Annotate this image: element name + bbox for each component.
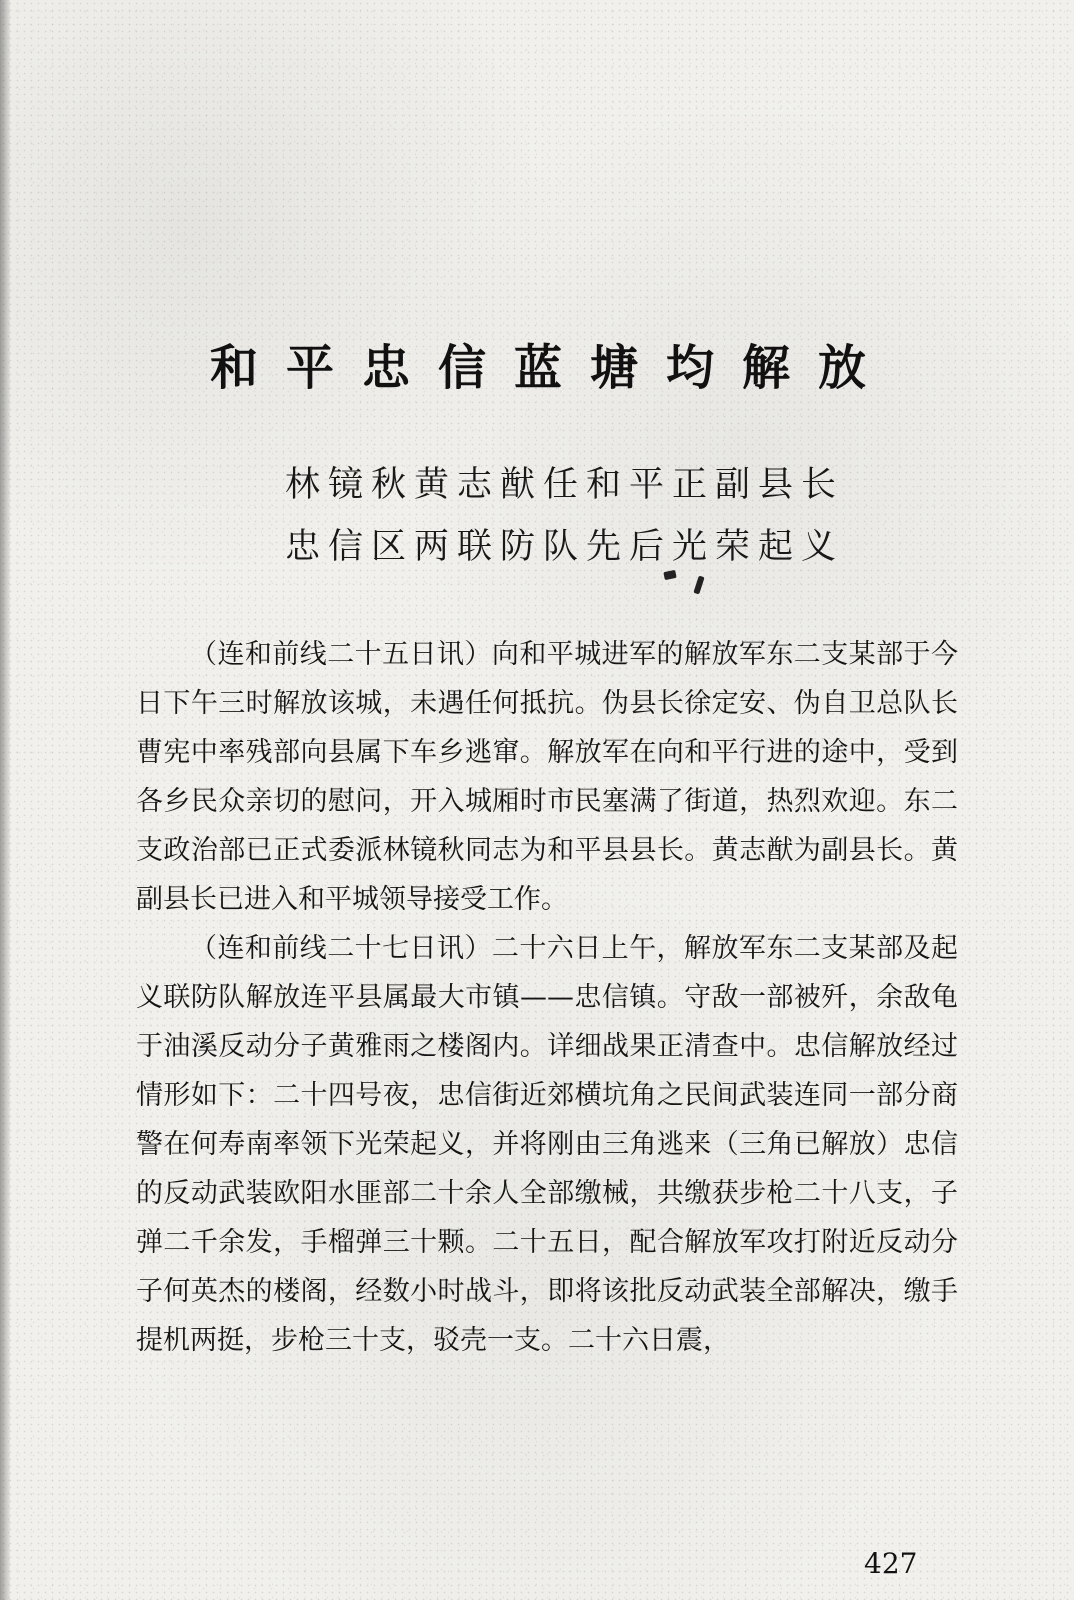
article-subtitle-line-1: 林镜秋黄志猷任和平正副县长 [285,465,845,505]
body-paragraph-1: （连和前线二十五日讯）向和平城进军的解放军东二支某部于今日下午三时解放该城，未遇任何抵抗。伪县长徐定安、伪自卫总队长曹宪中率残部向县属下车乡逃窜。解放军在向和平行进的途中，受到各乡民众亲切的慰问，开入城厢时市民塞满了街道，热烈欢迎。东二支政治部已正式委派林镜秋同志为和平县县长。黄志猷为副县长。黄副县长已进入和平城领导接受工作。 [136,639,958,915]
article-title: 和平忠信蓝塘均解放 [210,340,895,396]
ink-blot-mark [693,576,704,595]
article-subtitle-line-2: 忠信区两联防队先后光荣起义 [285,527,845,567]
article-body [136,630,958,1365]
scan-left-edge [0,0,10,1600]
body-paragraph-2: （连和前线二十七日讯）二十六日上午，解放军东二支某部及起义联防队解放连平县属最大市镇——忠信镇。守敌一部被歼，余敌龟于油溪反动分子黄雅雨之楼阁内。详细战果正清查中。忠信解放经过情形如下：二十四号夜，忠信街近郊横坑角之民间武装连同一部分商警在何寿南率领下光荣起义，并将刚由三角逃来（三角已解放）忠信的反动武装欧阳水匪部二十余人全部缴械，共缴获步枪二十八支，子弹二千余发，手榴弹三十颗。二十五日，配合解放军攻打附近反动分子何英杰的楼阁，经数小时战斗，即将该批反动武装全部解决，缴手提机两挺，步枪三十支，驳壳一支。二十六日震， [136,933,958,1356]
ink-blot-mark [663,570,676,580]
page-number: 427 [864,1547,918,1580]
